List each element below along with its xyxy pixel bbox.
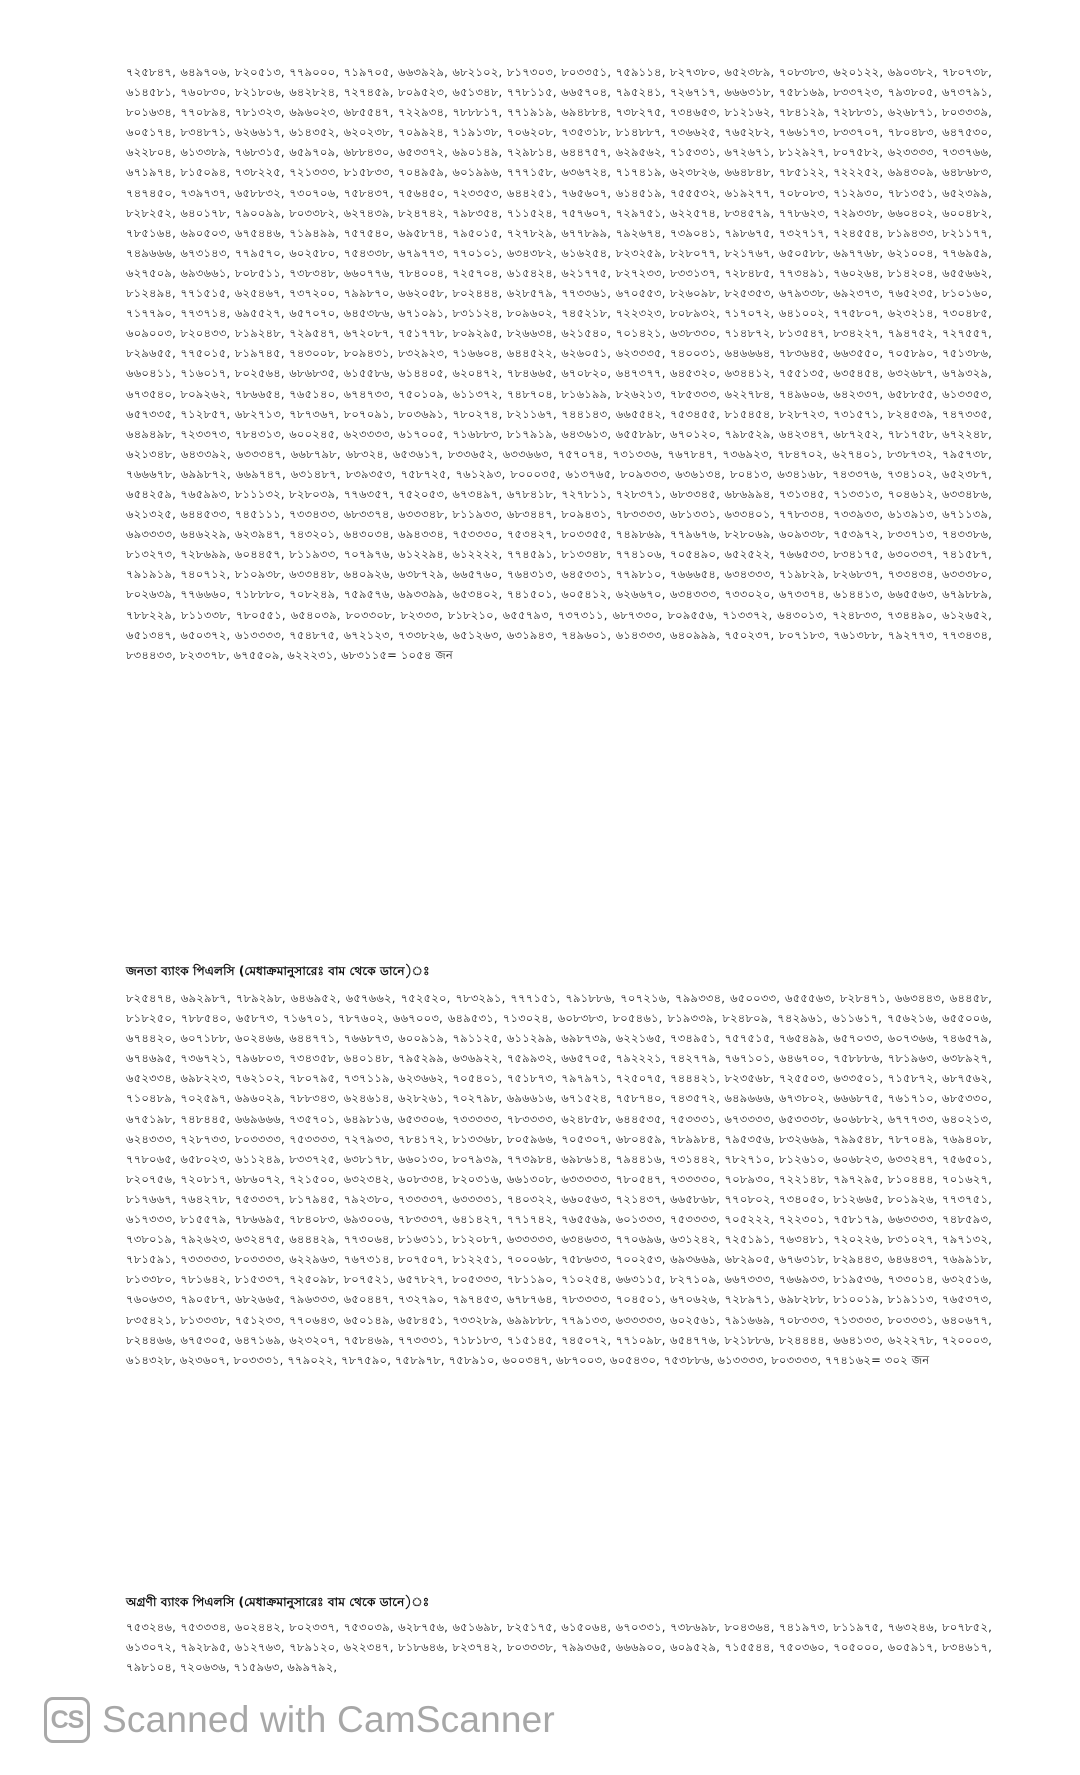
roll-numbers-paragraph: ৭৫৩২৪৬, ৭৫৩৩৩৪, ৬০২৪৪২, ৮০২৩৩৭, ৭৫৩০৩৯, ৬২৮৭৫৬, ৬৫১৬৯৮, ৮২৫১৭৫, ৬১৫০৬৪, ৬৭০৩৩১, ৭৩৮৬৯৮, ৮০৪৩৬৪, ৭৪১৯৭৩, ৮১১৯৭৫, ৭৬৩২৪৬, ৮০৭৮৫২, ৬১৩০৭২, ৭৯২৮৯৫, ৬১২৭৬৩, ৭৮৯১২০, ৬২২৩৪৭, ৮১৮৬৪৬, ৮২৩৭৪২, ৮০৩৩৩৮, ৭৯৯৩৬৫, ৬৬৬৯০০, ৬০৯৫২৯, ৭১৫৫৪৪, ৭৫০৩৬০, ৭০৫০০০, ৬০৫৯১৭, ৮৩৪৬১৭, ৭৯৮১০৪, ৭২০৬৩৬, ৭১৫৯৬৩, ৬৯৯৭৯২, [126, 1620, 992, 1675]
agrani-bank-merit-list [126, 1617, 992, 1677]
camscanner-logo-icon: CS [44, 1697, 90, 1743]
roll-numbers-paragraph: ৭২৫৮৪৭, ৬৪৯৭০৬, ৮২০৫১৩, ৭৭৯০০০, ৭১৯৭০৫, ৬৬৩৯২৯, ৬৮২১০২, ৮১৭৩০৩, ৮০৩৩৫১, ৭৫৯১১৪, ৮২৭৩৮০, ৬৫২৩৮৯, ৭০৮৩৮৩, ৬২০১২২, ৬৯০৩৮২, ৭৮০৭৩৮, ৬১৪৫৮১, ৭৬০৮৩০, ৮২১৮০৬, ৬৪২৮২৪, ৭২৭৪৫৯, ৮০৯৫২৩, ৬৫১৩৪৮, ৭৭৮১১৫, ৬৬৫৭০৪, ৭৯৫২৪১, ৭২৬৭১৭, ৬৬৬৩১৮, ৭৫৮১৬৯, ৮৩৩৭২৩, ৭৯৩৮০৫, ৬৭৩৭৯১, ৮০১৬৩৪, ৭৭০৮৯৪, ৭৮১৩২৩, ৬৯৬০২৩, ৬৮৫৫৪৭, ৭২২৯৩৪, ৭৮৮৮১৭, ৭৭১৯১৯, ৬৯৪৮৮৪, ৭৩৮২৭৫, ৭৩৪৬৫৩, ৮১২১৬২, ৭৮৪১২৯, ৭২৮৮৩১, ৬২৬৮৭১, ৮০৩৩৩৯, ৬০৫১৭৪, ৮৩৪৮৭১, ৬২৬৬১৭, ৬১৪৩৫২, ৬২০২৩৮, ৭০৯৯২৪, ৭১৯১৩৮, ৭০৬২০৮, ৭৩৫৩১৮, ৮১৪৮৮৭, ৭৩৬৬২৫, ৭৬৫২৮২, ৭৬৬১৭৩, ৮৩৩৭০৭, ৭৮০৪৮৩, ৬৪৭৫৩০, ৬২২৮০৪, ৬১৩৩৮৯, ৭৬৮৩১৫, ৬৫৯৭০৯, ৬৮৮৪৩০, ৬৫৩৩৭২, ৬৯০১৪৯, ৭২৯৮১৪, ৬৪৪৭৫৭, ৬২৯৫৬২, ৭১৫৩৩১, ৬৭২৬৭১, ৮১২৯২৭, ৮০৭৫৮২, ৬২৩৩৩৩, ৭৩৩৭৬৬, ৬৭১৯৭৪, ৮১৫০৯৪, ৭৩৮২২৫, ৭২১৩৩৩, ৮১৫৮৩৩, ৭০৪৯৫৯, ৬০১৯৯৬, ৭৭৭১৫৮, ৬৩৬৭২৪, ৭১৭৪১৯, ৬২৩৮২৬, ৬৬৪৮৪৮, ৭৮৫১২২, ৭২২২৫২, ৬৯৪৩০৯, ৬৪৮৬৮৩, ৭৪৭৪৫০, ৭৩৯৭৩৭, ৬৫৮৮৩২, ৭৩০৭০৬, ৭৫৮৪৩৭, ৭৫৬৪৫০, ৭২৩৩৫৩, ৬৪৪২৫১, ৭৬৫৬০৭, ৬১৪৫১৯, ৭৫৫৫৩২, ৬১৯২৭৭, ৭০৮০৮৩, ৭১২৯৩০, ৭৮১৩৫১, ৬৫২৩৯৯, ৮২৮২৫২, ৬৪০১৭৮, ৭৯০০৯৯, ৮০৩৩৮২, ৬২৭৪৩৯, ৮২৪৭৪২, ৭৯৮৩৫৪, ৭১১৫২৪, ৭৫৭৬০৭, ৭২৯৭৫১, ৬২২৫৭৪, ৮৩৪৫৭৯, ৭৭৮৬২৩, ৭২৯৩৩৮, ৬৬০৪০২, ৬০০৪৮২, ৭৮৫১৬৪, ৬৯০৫০৩, ৬৭৫৪৪৬, ৭১৯৪৯৯, ৭৫৭৫৪০, ৬৯৫৮৭৪, ৭৯৫০১৫, ৭২৭৮২৯, ৬৭৭৮৯৯, ৭৯২৬৭৪, ৭৩৯০৪১, ৭৯৮৬৭৫, ৭৩২৭১৭, ৭২৪৫৫৪, ৮১৯৪৩৩, ৮২১১৭৭, ৭৪৯৬৬৬, ৬৭৩১৪৩, ৭৭৯৫৭০, ৬০২৫৮০, ৭৫৪৩৩৮, ৬৭৯৭৭৩, ৭৭০১০১, ৬৩৪৩৮২, ৬১৬২৫৪, ৮২৩২৫৯, ৮২৮০৭৭, ৮২১৭৬৭, ৬৫০৫৮৮, ৬৯৭৭৬৮, ৬২১০০৪, ৭৭৬৯৫৯, ৬২৭৫০৯, ৬৯৩৬৬১, ৮০৮৫১১, ৭৩৮৩৪৮, ৬৬০৭৭৬, ৭৮৪০০৪, ৭২৫৭০৪, ৬১৫৪২৪, ৬২১৭৭৫, ৮২৭২৩৩, ৮৩৩১৩৭, ৭২৮৪৮৫, ৭৭৩৪৯১, ৭৬০২৬৪, ৮১৪২০৪, ৬৫৫৬৬২, ৮১২৪৯৪, ৭৭১৫১৫, ৬২৫৪৬৭, ৭৩৭২০০, ৭৯৯৮৭০, ৬৬২০৫৮, ৮০২৪৪৪, ৬২৮৫৭৯, ৭৭৩৩৬১, ৬৭০৫৫৩, ৮২৬০৯৮, ৮২৫৩৫৩, ৬৭৯৩৩৮, ৬৯২৩৭৩, ৭৬৫২৩৫, ৮১০১৬০, ৭১৭৭৯০, ৭৭৩৭১৪, ৬৯৫৫২৭, ৬৫৭০৭০, ৬৪৫৩৮৬, ৬৭১০৯১, ৮৩১১২৪, ৮০৯৬০২, ৭৪৫২১৮, ৭২২৩২৩, ৮০৮৯৩২, ৭১৭০৭২, ৬৪১০০২, ৭৭৫৮০৭, ৬২৩২১৪, ৭৩০৪৮৫, ৬০৯০০৩, ৮২০৪৩৩, ৮১৯২৪৮, ৭২৯৫৪৭, ৬৭২০৮৭, ৭৫১৭৭৮, ৮০৯২৯৫, ৮২৬৬৩৪, ৬২১৫৪০, ৭০১৪২১, ৬৩৮৩৩০, ৭১৪৮৭২, ৮১৩৫৪৭, ৮৩৪২২৭, ৭৯৪৭৫২, ৭২৭৫৫৭, ৮২৯৬৫৫, ৭৭৫০১৫, ৮১৯৭৪৫, ৭৪৩০০৮, ৮০৯৪৩১, ৮৩২৯২৩, ৭১৬৬০৪, ৬৪৪৫২২, ৬২৬০৫১, ৬২৩৩৩৫, ৭৪০০৩১, ৬৪৬৬৬৪, ৭৮৩৬৪৫, ৬৬৩৫৫০, ৭০৫৮৯০, ৭৫১৩৮৬, ৬৬০৪১১, ৭১৬০১৭, ৮০২৫৬৪, ৬৮৬৮৩৫, ৬১৫৫৮৬, ৬১৪৪০৫, ৬২০৪৭২, ৭৮৪৬৬৫, ৬৭০৮২০, ৬৪৭৩৭৭, ৬৪৫৩২০, ৬৩৪৪১২, ৭৫৫১৩৫, ৬৩৫৪৫৪, ৬৩২৬৮৭, ৬৭৯৩২৯, ৬৭৩৫৪০, ৮০৯২৬২, ৭৮৬৬৫৪, ৭৬৫১৪০, ৬৭৪৭৩৩, ৭৫০১০৯, ৬১১৩৭২, ৭৪৮৭০৪, ৮১৬১৯৯, ৮২৬২১৩, ৭৮৫৩৩৩, ৬২২৭৮৪, ৭৪৯৬০৬, ৬৪২৩৩৭, ৬৫৮৮৫৫, ৬১৩৩৫৩, ৬৫৭৩৩৫, ৭১২৮৫৭, ৬৮২৭১৩, ৭৮৭৩৬৭, ৮০৭০৯১, ৮০৩৬৯১, ৭৮০২৭৪, ৮২১১৬৭, ৭৪৪১৪৩, ৬৬৫৫৪২, ৭৫৩৪৫৫, ৮১৫৪৫৪, ৮২৮৭২৩, ৭৩১৫৭১, ৮২৪৫৩৯, ৭৪৭৩৩৫, ৬৪৯৪৯৮, ৭২৩৩৭৩, ৭৮৪৩১৩, ৬০০২৪৫, ৬২৩৩৩৩, ৬১৭০০৫, ৭১৬৮৮৩, ৮১৭৯১৯, ৬৪৩৬১৩, ৬৫৫৮৯৮, ৬৭০১২০, ৭৯৮৫২৯, ৬৪২৩৪৭, ৬৮৭২৫২, ৭৮১৭৫৮, ৬৭২২৪৮, ৬২১৩৪৮, ৬৪৩৩৯২, ৬৩৩৩৪৭, ৬৬৮৭৯৮, ৬৮৩২৪, ৬৫৩৬১৭, ৮৩৩৬৫২, ৬৩৩৬৬৩, ৭৫৭০৭৪, ৭৩১৩৩৬, ৭৬৭৮৪৭, ৭৩৬৯২৩, ৭৮৪৭০২, ৬২৭৪০১, ৮৩৮৭৩২, ৭৯৫৭৩৮, ৭৬৬৬৭৮, ৬৯৯৮৭২, ৬৬৯৭৪৭, ৬৩১৪৮৭, ৮৩৯৩৫৩, ৭৫৮৭২৫, ৭৬১২৯৩, ৮০০০৩৫, ৬১৩৭৬৫, ৮০৯৩৩৩, ৬৩৬১৩৪, ৮০৪১৩, ৬৩৪১৬৮, ৭৪৩৩৭৬, ৭৩৪১০২, ৬৫২৩৮৭, ৬৫৪২৫৯, ৭৬৫৯৯৩, ৮১১১৩২, ৮২৮০৩৯, ৭৭৬৩৫৭, ৭৫২০৫৩, ৬৭৩৪৯৭, ৬৭৮৪১৮, ৭২৭৮১১, ৭২৮৩৭১, ৬৮৩৩৪৫, ৬৮৬৯৯৪, ৭৩১৩৪৫, ৭১৩৩১৩, ৭০৪৬১২, ৬৩৩৪৮৬, ৬২১৩২৫, ৬৪৪৫৩৩, ৭৪৫১১১, ৭৩৩৪৩৩, ৬৮৩৩৭৪, ৬৩৩৩৪৮, ৮১১৯৩৩, ৬৮৩৪৪৭, ৮০৯৪৩১, ৭৮৩৩৩৩, ৬৮১৩৩১, ৬৩৩৪০১, ৭৭৮৩৩৪, ৭৩৩৯৩৩, ৬১৩৯১৩, ৬৭১১৩৯, ৬৯৩৩৩৩, ৬৪৬২২৯, ৬২৩৯৪৭, ৭৪৩২০১, ৬৪৩০৩৪, ৬৯৪৩৩৪, ৭৫৩৩৩০, ৭৫৩৪২৭, ৮০৩৩৫৫, ৭৪৯৮৬৯, ৭৭৯৬৭৬, ৮২৮০৬৯, ৬০৯৩৩৮, ৭৫৩৯৭২, ৮৩৩৭১৩, ৭৪৩৩৮৬, ৮১৩২৭৩, ৭২৮৬৯৯, ৬০৪৪৫৭, ৮১১৯৩৩, ৭০৭৯৭৬, ৬১২২৯৪, ৬১২২২২, ৭৭৪৫৯১, ৮১৩৩৪৮, ৭৭৪১০৬, ৭০৫৪৯০, ৬৫২৫২২, ৭৬৬৫৩৩, ৮৩৪১৭৫, ৬৩০৩৩৭, ৭৪১৫৮৭, ৭৯১৯১৯, ৭৪০৭১২, ৮১০৯৩৮, ৬৩৩৪৪৮, ৬৪০৯২৬, ৬৩৮৭২৯, ৬৬৫৭৬০, ৭৬৪৩১৩, ৬৪৫৩৩১, ৭৭৯৮১০, ৭৬৬৬৫৪, ৬৩৪৩৩৩, ৭১৯৮২৯, ৮২৬৮৩৭, ৭৩৩৪৩৪, ৬৩৩৩৮০, ৮০২৬৩৯, ৭৭৬৬৬০, ৭১৮৮৮০, ৭০৮২৪৯, ৭৫৯৫৭৬, ৬৯৩৩৯৯, ৬৫৩৪০২, ৭৪১৫০১, ৬০৫৪১২, ৬২৬৬৭০, ৬৩৪৩৩৩, ৭৩৩০২০, ৬৭৩৩৭৪, ৬১৪৪১৩, ৬৬৫৫৬৩, ৬৭৯৮৮৯, ৭৮৮২২৯, ৮১১৩৩৮, ৭৮০৫৫১, ৬৫৪০৩৯, ৮০৩৩০৮, ৮২৩৩৩, ৮১৮২১০, ৬৫৫৭৯৩, ৭৩৭৩১১, ৬৮৭৩৩০, ৮০৯৫৫৬, ৭১৩৩৭২, ৬৪৩০১৩, ৭২৪৮৩৩, ৭৩৪৪৯০, ৬১২৬৫২, ৬৫১৩৪৭, ৬৫০৩৭২, ৬১৩৩৩৩, ৭৫৪৮৭৫, ৬৭২১২৩, ৭৩৩৮২৬, ৬৫১২৬৩, ৬৩১৯৪৩, ৭৪৯৬০১, ৬১৪৩৩৩, ৬৪০৯৯৯, ৭৫০২৩৭, ৮০৭১৮৩, ৭৬১৩৮৮, ৭৯২৭৭৩, ৭৭৩৪৩৪, ৮৩৪৪৩৩, ৮২৩৩৭৮, ৬৭৫৫০৯, ৬২২২৩১, ৬৮৩১১৫= ১০৫৪ জন [126, 65, 992, 662]
agrani-bank-heading: অগ্রণী ব্যাংক পিএলসি (মেধাক্রমানুসারেঃ বাম থেকে ডানে)ঃ [126, 1595, 430, 1609]
merit-list-continued [126, 62, 992, 665]
janata-bank-heading: জনতা ব্যাংক পিএলসি (মেধাক্রমানুসারেঃ বাম থেকে ডানে)ঃ [126, 964, 430, 978]
camscanner-watermark [44, 1692, 555, 1748]
watermark-text: Scanned with CamScanner [102, 1699, 555, 1740]
roll-numbers-paragraph: ৮২৫৪৭৪, ৬৯২৯৮৭, ৭৮৯২৯৮, ৬৪৬৯৫২, ৬৫৭৬৬২, ৭৫২৫২০, ৭৮৩২৯১, ৭৭৭১৫১, ৭৯১৮৮৬, ৭০৭২১৬, ৭৯৯৩৩৪, ৬৫০০৩৩, ৬৫৫৫৬৩, ৮২৮৪৭১, ৬৬৩৪৪৩, ৬৪৪৫৮, ৮১৮২৫০, ৭৮৮৫৪০, ৬৫৮৭৩, ৭১৬৭০১, ৭৮৭৬০২, ৬৬৭০০৩, ৬৪৯৫৩১, ৭১৩০২৪, ৬০৮৩৮৩, ৮০৫৪৬১, ৮১৯৩৩৯, ৮২৪৮০৯, ৭৪২৯৬১, ৬১১৬১৭, ৭৫৬২১৬, ৬৫৫০০৬, ৬৭৪৪২০, ৬০৭১৮৮, ৬০২৪৬৬, ৬৪৪৭৭১, ৭৬৬৮৭৩, ৬০০৯১৯, ৭৯১১২৫, ৬১১২৯৯, ৬৯৮৭৩৯, ৬২২১৬৫, ৭৩৪৯৫১, ৭৫৭৫১৫, ৭৬৫৪৯৯, ৬৫৭০৩৩, ৬০৭৩৬৬, ৭৪৬৫৭৯, ৬৭৪৬৯৫, ৭৩৬৭২১, ৭৯৬৮০৩, ৭৩৪৩৫৮, ৬৪০১৪৮, ৭৯৫২৯৯, ৬৩৬৯২২, ৭৫৯৯৩২, ৬৬৫৭০৫, ৭৯২২২১, ৭৪২৭৭৯, ৭৬৭১০১, ৬৪৬৭০০, ৭৫৮৮৮৬, ৭৮১৯৬৩, ৬৩৮৯২৭, ৬৫২৩৩৪, ৬৯৮২২৩, ৭৬২১০২, ৭৮০৭৯৫, ৭৩৭১১৯, ৬২৩৬৬২, ৭০৫৪০১, ৭৫১৮৭৩, ৭৯৭৯৭১, ৭২৫০৭৫, ৭৪৪৪২১, ৮২৩৫৬৮, ৭২৫৫০৩, ৬৩৩৫০১, ৭১৫৮৭২, ৬৮৭৫৬২, ৭১০৪৮৯, ৭০২৫৯৭, ৬৯৬০২৯, ৭৮৮৩৪৩, ৬২৪৬১৪, ৬২৮২৬১, ৭০২৭৯৮, ৬৯৬৬১৬, ৬৭১৫২৪, ৭৫৮৭৪০, ৭৪৩৫৭২, ৬৪৯৬৬৬, ৬৭৩৮০২, ৬৬৬৮৭৫, ৭৬১৭১০, ৬৮৫৩৩০, ৬৭৫১৯৮, ৭৪৮৪৪৫, ৬৬৯৬৬৬, ৭৩৫৭০১, ৬৪৯৮১৬, ৬৫৩৩০৬, ৭৩৩৩৩৩, ৭৮৩৩৩৩, ৬২৪৮৫৮, ৬৪৪৫৩৫, ৭৫৩৩৩১, ৬৭৩৩৩৩, ৬৫৩৩৩৮, ৬০৬৮৮২, ৬৭৭৭৩৩, ৬৪০২১৩, ৬২৪৩৩৩, ৭২৮৭৩৩, ৮০৩৩৩৩, ৭৫৩৩৩৩, ৭২৭৯৩৩, ৭৮৪১৭২, ৮১৩৩৬৮, ৮০৫৯৬৬, ৭০৫৩০৭, ৬৮০৪৫৯, ৭৮৯৯৮৪, ৭৯৫৩৫৬, ৮৩২৬৬৯, ৭৯৯৫৪৮, ৭৮৭০৪৯, ৭৬৯৪০৮, ৭৭৮০৬৫, ৬৫৮০২৩, ৬১১২৪৯, ৮৩৩৭২৫, ৬৩৮১৭৮, ৬৬০১৩০, ৮০৭৯৩৯, ৭৭৩৯৮৪, ৬৯৮৬১৪, ৭৯৪৪১৬, ৭৩১৪৪২, ৭৮২৭১০, ৮১২৬১০, ৬০৬৮২৩, ৬৩৩২৪৭, ৭৫৬৫০১, ৮২০৭৫৬, ৭২০৮১৭, ৬৮৬০৭২, ৭২১৫০০, ৬৩২৩৪২, ৬০৮৩৩৪, ৮২০৩১৬, ৬৬১৩০৮, ৬৩৩৩৩৩, ৭৮০৫৪৭, ৭৩৩৩৩০, ৭০৮৯৩০, ৭২২১৪৮, ৭৯৭২৯৫, ৮১০৪৪৪, ৭০১৬২৭, ৮১৭৬৬৭, ৭৬৪২৭৮, ৭৫৩৩৩৭, ৮১৭৯৪৫, ৭৯২৩৮০, ৭৩৩৩৩৭, ৬৩৩৩৩১, ৭৪০৩২২, ৬৬০৫৬৩, ৭২১৪৩৭, ৬৬৫৮৬৮, ৭৭০৮০২, ৭৩৪০৫০, ৮১২৬৬৫, ৮০১৯২৬, ৭৭৩৭৫১, ৬১৭৩৩৩, ৮১৫৫৭৯, ৭৮৬৬৯৫, ৭৮৪০৮৩, ৬৯৩০০৬, ৭৮৩৩৩৭, ৬৪১৪২৭, ৭৭১৭৪২, ৭৬৫৫৬৯, ৬০১৩৩৩, ৭৫৩৩৩৩, ৭০৫২২২, ৭২২৩০১, ৭৫৮১৭৯, ৬৬৩৩৩৩, ৭৪৮৫৯৩, ৭৩৮০১৯, ৭৯২৬২৩, ৬৩২৪৭৫, ৬৪৪৪২৯, ৭৭৩০৬৪, ৮১৬৩১১, ৮১২০৮৭, ৬৩৩৩৩৩, ৬৩৪৬৩৩, ৭৭০৬৯৬, ৬৩১২৪২, ৭২৫১৯১, ৭৬৩৪৮১, ৭২০২২৬, ৮৩১০২৭, ৭৯৭১৩২, ৭৮১৫৯১, ৭৩৩৩৩৩, ৮০৩৩৩৩, ৬২২৯৬৩, ৭৬৭৩১৪, ৮০৭৫০৭, ৮১২২৫১, ৭০০০৬৮, ৭৫৮৬৩৩, ৭০০২৫৩, ৬৯৩৬৬৯, ৬৮২৯০৫, ৬৭৬৩১৮, ৮২৯৪৪৩, ৬৪৬৪৩৭, ৭৬৯৯১৮, ৮১৩৩৮০, ৭৮১৬৪২, ৮১৫৩৩৭, ৭২৫০৯৮, ৮০৭৫২১, ৬৫৭৮২৭, ৮০৫৩৩৩, ৭৮১১৯০, ৭১০২৫৪, ৬৬৩১১৫, ৮২৭১০৯, ৬৬৭৩৩৩, ৭৬৬৯৩৩, ৮১৯৫৩৬, ৭৩৩০১৪, ৬৩২৫১৬, ৭৬০৬৩৩, ৭৯০৫৮৭, ৬৮২৬৬৫, ৭৯৬৩৩৩, ৬৫০৪৪৭, ৭৩২৭৯০, ৭৯৭৪৫৩, ৬৭৮৭৬৪, ৭৮৩৩৩৩, ৭০৪৫০১, ৬৭০৬২৬, ৭২৮৯৭১, ৬৯৮২৮৮, ৮১০০১৯, ৮১৯১১৩, ৭৬৫৩৭৩, ৮৩৫৪২১, ৮১৩৩৩৮, ৭৫১২৩৩, ৭৭০৬৪৩, ৬৫০১৪৯, ৬৫৮৪৫১, ৭৩৩২৮৯, ৬৯৯৮৮৮, ৭৭৯১৩৩, ৬৩৩৩৩৩, ৬০২৫৬১, ৭৯১৬৬৯, ৭০৮৩৩৩, ৭১৩৩৩৩, ৮০৩৩৩১, ৬৪০৬৭৭, ৮২৪৪৬৬, ৬৭৫৩০৫, ৬৪৭১৬৯, ৬২৩২০৭, ৭৫৮৪৬৯, ৭৭৩৩৩১, ৭১৮১৮৩, ৭১৫১৪৫, ৭৪৫০৭২, ৭৭১০৯৮, ৬৫৪৭৭৬, ৮২১৮৮৬, ৮২৪৪৪৪, ৬৬৪১৩৩, ৬২২২৭৮, ৭২০০০৩, ৬১৪৩২৮, ৬২৩৬০৭, ৮০৩৩৩১, ৭৭৯০২২, ৭৮৭৫৯০, ৭৫৮৯৭৮, ৭৫৮৯১০, ৬০০৩৪৭, ৬৮৭০০৩, ৬০৫৪৩০, ৭৫৩৮৮৬, ৬১৩৩৩৩, ৮০৩৩৩৩, ৭৭৪১৬২= ৩০২ জন [126, 991, 992, 1367]
janata-bank-merit-list [126, 988, 992, 1370]
